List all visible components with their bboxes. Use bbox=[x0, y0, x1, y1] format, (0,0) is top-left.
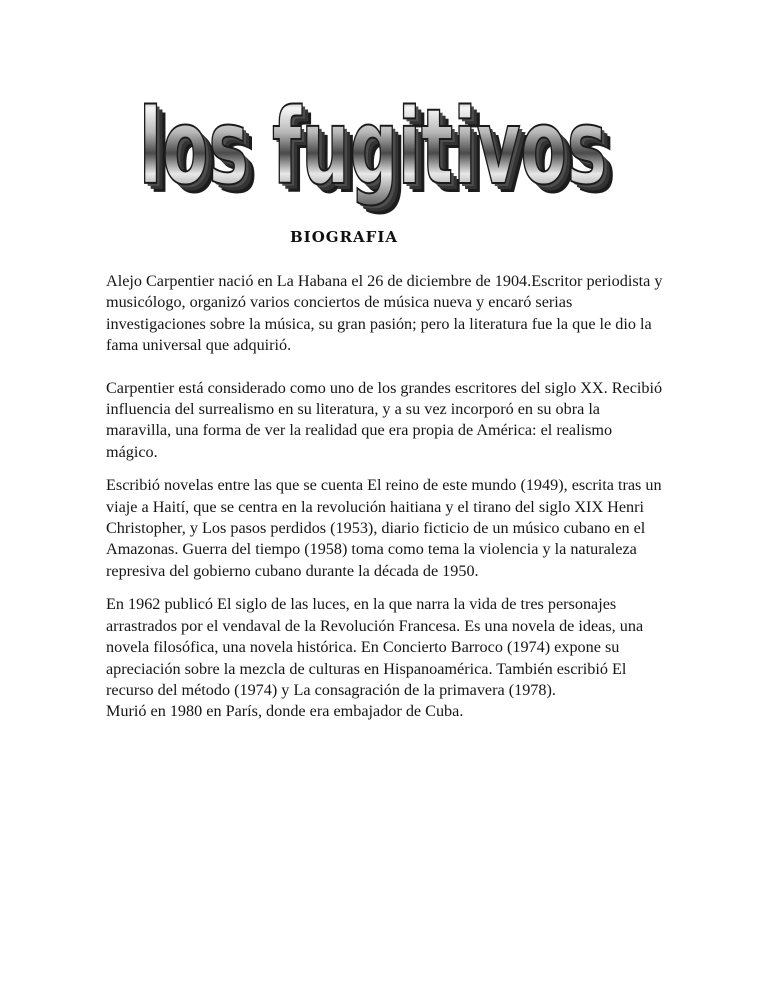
wordart-graphic bbox=[120, 70, 630, 230]
wordart-shadow-layer: los fugitivos bbox=[145, 92, 613, 214]
wordart-shadow-layer: los fugitivos bbox=[148, 95, 616, 217]
biography-body bbox=[106, 271, 666, 723]
section-heading: BIOGRAFIA bbox=[290, 228, 398, 246]
wordart-face: los fugitivos bbox=[139, 86, 607, 208]
wordart-shadow-layer: los fugitivos bbox=[142, 89, 610, 211]
paragraph: Murió en 1980 en París, donde era embajador de Cuba. bbox=[106, 702, 464, 721]
paragraph: Escribió novelas entre las que se cuenta El reino de este mundo (1949), escrita tras un viaje a Haití, que se centra en la revolución haitiana y el tirano del siglo XIX Henri Christopher, y Los pasos perdidos (1953), diario ficticio de un músico cubano en el Amazonas. Guerra del tiempo (1958) toma como tema la violencia y la naturaleza represiva del gobierno cubano durante la década de 1950. bbox=[106, 476, 662, 580]
title-wordart bbox=[120, 70, 630, 230]
paragraph: Alejo Carpentier nació en La Habana el 26 de diciembre de 1904.Escritor periodista y musicólogo, organizó varios conciertos de música nueva y encaró serias investigaciones sobre la música, su gran pasión; pero la literatura fue la que le dio la fama universal que adquirió. bbox=[106, 272, 663, 355]
paragraph: En 1962 publicó El siglo de las luces, en la que narra la vida de tres personajes arrastrados por el vendaval de la Revolución Francesa. Es una novela de ideas, una novela filosófica, una novela histórica. En Concierto Barroco (1974) expone su apreciación sobre la mezcla de culturas en Hispanoamérica. También escribió El recurso del método (1974) y La consagración de la primavera (1978). bbox=[106, 595, 644, 699]
paragraph: Carpentier está considerado como uno de los grandes escritores del siglo XX. Recibió influencia del surrealismo en su literatura, y a su vez incorporó en su obra la maravilla, una forma de ver la realidad que era propia de América: el realismo mágico. bbox=[106, 378, 663, 461]
